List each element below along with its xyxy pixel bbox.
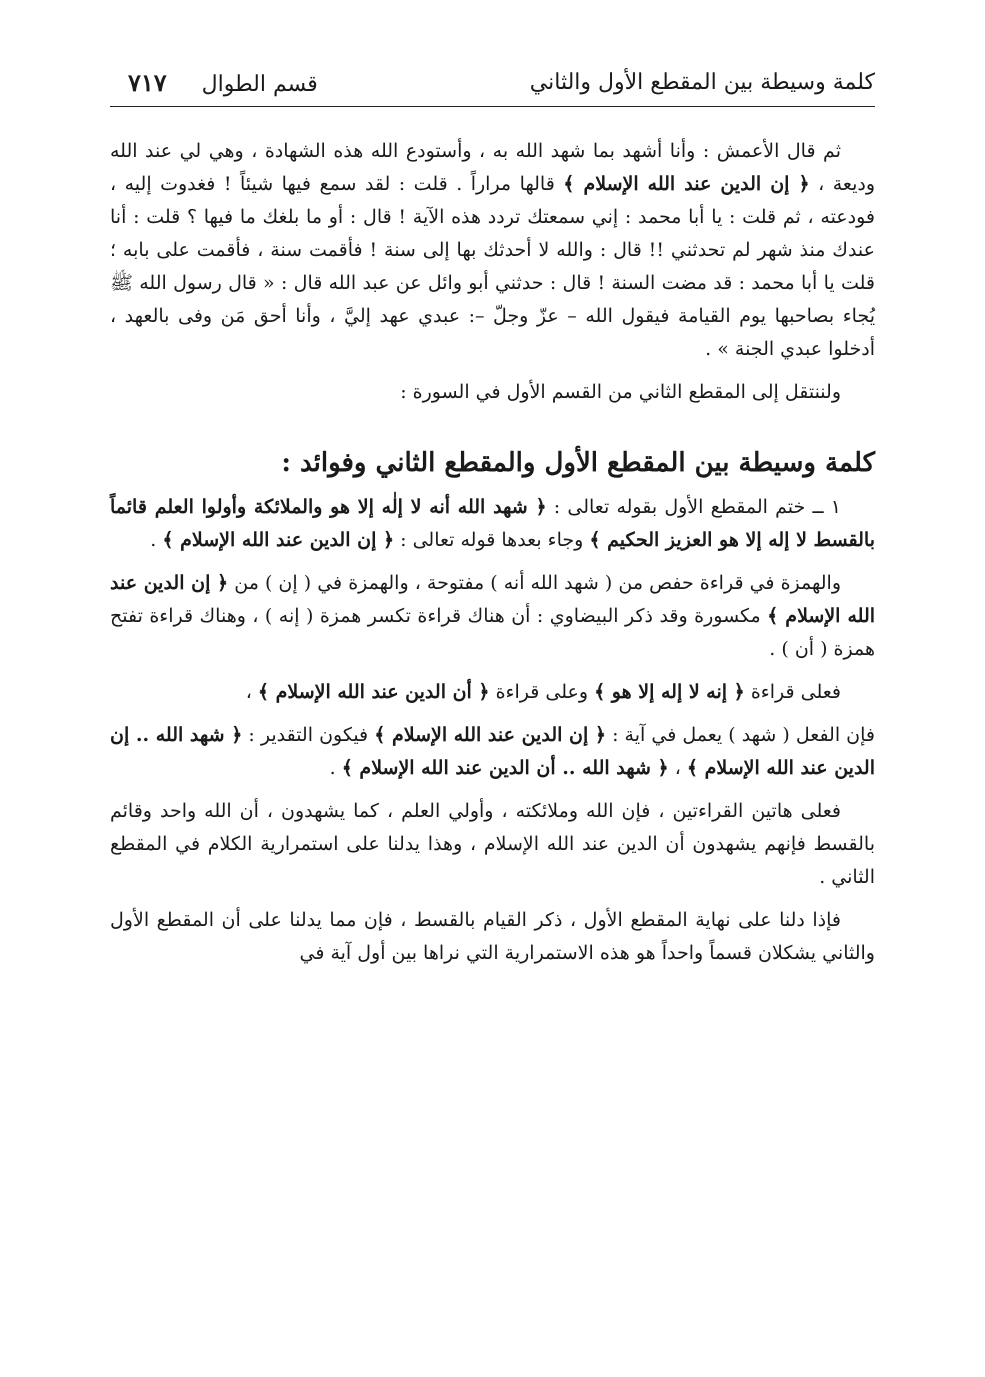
paragraph-3 bbox=[110, 491, 875, 557]
text: . bbox=[150, 529, 163, 551]
header-left-group bbox=[110, 60, 318, 108]
text: ، bbox=[668, 757, 687, 779]
verse: ﴿ شهد الله .. أن الدين عند الله الإسلام ﴾ bbox=[341, 757, 669, 779]
page-header bbox=[110, 60, 875, 107]
page-number: ٧١٧ bbox=[128, 68, 167, 97]
text: فإن الفعل ( شهد ) يعمل في آية : bbox=[606, 724, 876, 746]
paragraph-2: ولننتقل إلى المقطع الثاني من القسم الأول في السورة : bbox=[400, 381, 841, 403]
verse: ﴿ شهد الله أنه لا إلٰه إلا هو والملائكة وأولوا العلم قائماً بالقسط لا إله إلا هو العزيز الحكيم ﴾ bbox=[110, 496, 875, 551]
text: مكسورة وقد ذكر البيضاوي : أن هناك قراءة تكسر همزة ( إنه ) ، وهناك قراءة تفتح همزة ( أن ) . bbox=[110, 605, 875, 660]
paragraph-5 bbox=[110, 676, 875, 709]
text: والهمزة في قراءة حفص من ( شهد الله أنه ) مفتوحة ، والهمزة في ( إن ) من bbox=[228, 572, 842, 594]
paragraph-8: فإذا دلنا على نهاية المقطع الأول ، ذكر القيام بالقسط ، فإن مما يدلنا على أن المقطع الأول والثاني يشكلان قسماً واحداً هو هذه الاستمرارية التي نراها بين أول آية في bbox=[110, 909, 875, 964]
page-body bbox=[110, 135, 875, 970]
text: فيكون التقدير : bbox=[242, 724, 375, 746]
text: ١ ــ ختم المقطع الأول بقوله تعالى : bbox=[546, 496, 841, 518]
verse: ﴿ إن الدين عند الله الإسلام ﴾ bbox=[374, 724, 607, 746]
text: وجاء بعدها قوله تعالى : bbox=[394, 529, 590, 551]
verse: ﴿ إن الدين عند الله الإسلام ﴾ bbox=[110, 572, 876, 627]
verse: ﴿ إنه لا إله إلا هو ﴾ bbox=[594, 681, 745, 703]
paragraph-7: فعلى هاتين القراءتين ، فإن الله وملائكته ، وأولي العلم ، كما يشهدون ، أن الله واحد وقائم بالقسط فإنهم يشهدون أن الدين عند الله الإسلام ، وهذا يدلنا على استمرارية الكلام في المقطع الثاني . bbox=[110, 800, 875, 888]
section-name: قسم الطوال bbox=[201, 72, 318, 97]
section-heading: كلمة وسيطة بين المقطع الأول والمقطع الثاني وفوائد : bbox=[281, 448, 875, 478]
text: فعلى قراءة bbox=[744, 681, 841, 703]
verse: ﴿ إن الدين عند الله الإسلام ﴾ bbox=[162, 529, 395, 551]
paragraph-4 bbox=[110, 567, 875, 666]
text: . bbox=[329, 757, 342, 779]
book-page bbox=[110, 60, 875, 1320]
verse: ﴿ إن الدين عند الله الإسلام ﴾ bbox=[563, 173, 810, 195]
text: وعلى قراءة bbox=[489, 681, 595, 703]
running-title: كلمة وسيطة بين المقطع الأول والثاني bbox=[529, 70, 875, 95]
text: ، bbox=[245, 681, 258, 703]
paragraph-6 bbox=[110, 719, 875, 785]
paragraph-1 bbox=[110, 135, 875, 366]
verse: ﴿ أن الدين عند الله الإسلام ﴾ bbox=[257, 681, 490, 703]
text: قالها مراراً . قلت : لقد سمع فيها شيئاً ! فغدوت إليه ، فودعته ، ثم قلت : يا أبا محمد : إني سمعتك تردد هذه الآية ! قال : أو ما بلغك ما فيها ؟ قلت : أنا عندك منذ شهر لم تحدثني !! قال : والله لا أحدثك بها إلى سنة ! فأقمت سنة ، فأقمت على بابه ؛ قلت يا أبا محمد : قد مضت السنة ! قال : حدثني أبو وائل عن عبد الله قال : « قال رسول الله ﷺ يُجاء بصاحبها يوم القيامة فيقول الله – عزّ وجلّ –: عبدي عهد إليَّ ، وأنا أحق مَن وفى بالعهد ، أدخلوا عبدي الجنة » . bbox=[110, 173, 875, 360]
text: ثم قال الأعمش : وأنا أشهد بما شهد الله به ، وأستودع الله هذه الشهادة ، وهي لي عند الله وديعة ، bbox=[110, 140, 875, 195]
verse: ﴿ شهد الله .. إن الدين عند الله الإسلام ﴾ bbox=[110, 724, 875, 779]
